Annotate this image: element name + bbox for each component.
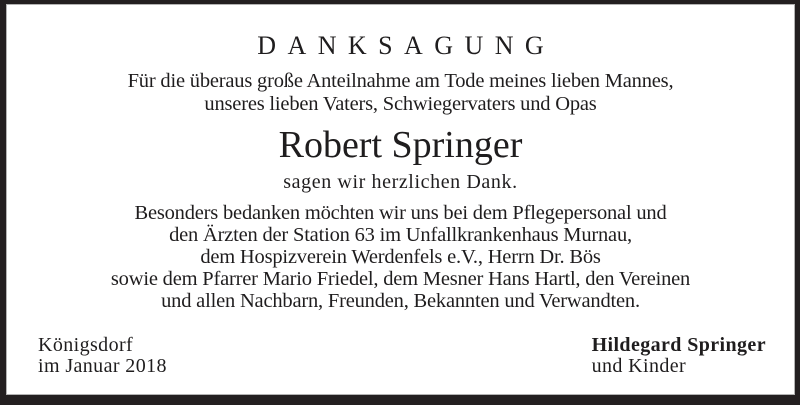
thanks-line: sagen wir herzlichen Dank. xyxy=(283,171,518,193)
notice-content xyxy=(7,5,794,394)
acknowledgement-paragraph xyxy=(7,202,794,312)
body-line: Besonders bedanken möchten wir uns bei dem Pflegepersonal und xyxy=(134,202,667,224)
body-line: sowie dem Pfarrer Mario Friedel, dem Mesner Hans Hartl, den Vereinen xyxy=(110,268,691,290)
obituary-notice-card xyxy=(6,4,795,395)
deceased-name: Robert Springer xyxy=(278,124,523,166)
signature-name: Hildegard Springer xyxy=(591,334,766,356)
body-line: den Ärzten der Station 63 im Unfallkrankenhaus Murnau, xyxy=(169,224,632,246)
date: im Januar 2018 xyxy=(38,355,167,377)
notice-title: DANKSAGUNG xyxy=(257,31,556,60)
body-line: und allen Nachbarn, Freunden, Bekannten und Verwandten. xyxy=(161,290,640,312)
signature-block xyxy=(592,335,766,377)
intro-paragraph xyxy=(7,70,794,116)
intro-line: Für die überaus große Anteilnahme am Tode meines lieben Mannes, xyxy=(127,70,674,92)
place-date-block xyxy=(38,335,167,377)
body-line: dem Hospizverein Werdenfels e.V., Herrn Dr. Bös xyxy=(200,246,601,268)
place: Königsdorf xyxy=(38,334,134,356)
notice-footer xyxy=(7,335,794,377)
intro-line: unseres lieben Vaters, Schwiegervaters und Opas xyxy=(204,93,597,115)
signature-relation: und Kinder xyxy=(591,355,687,377)
